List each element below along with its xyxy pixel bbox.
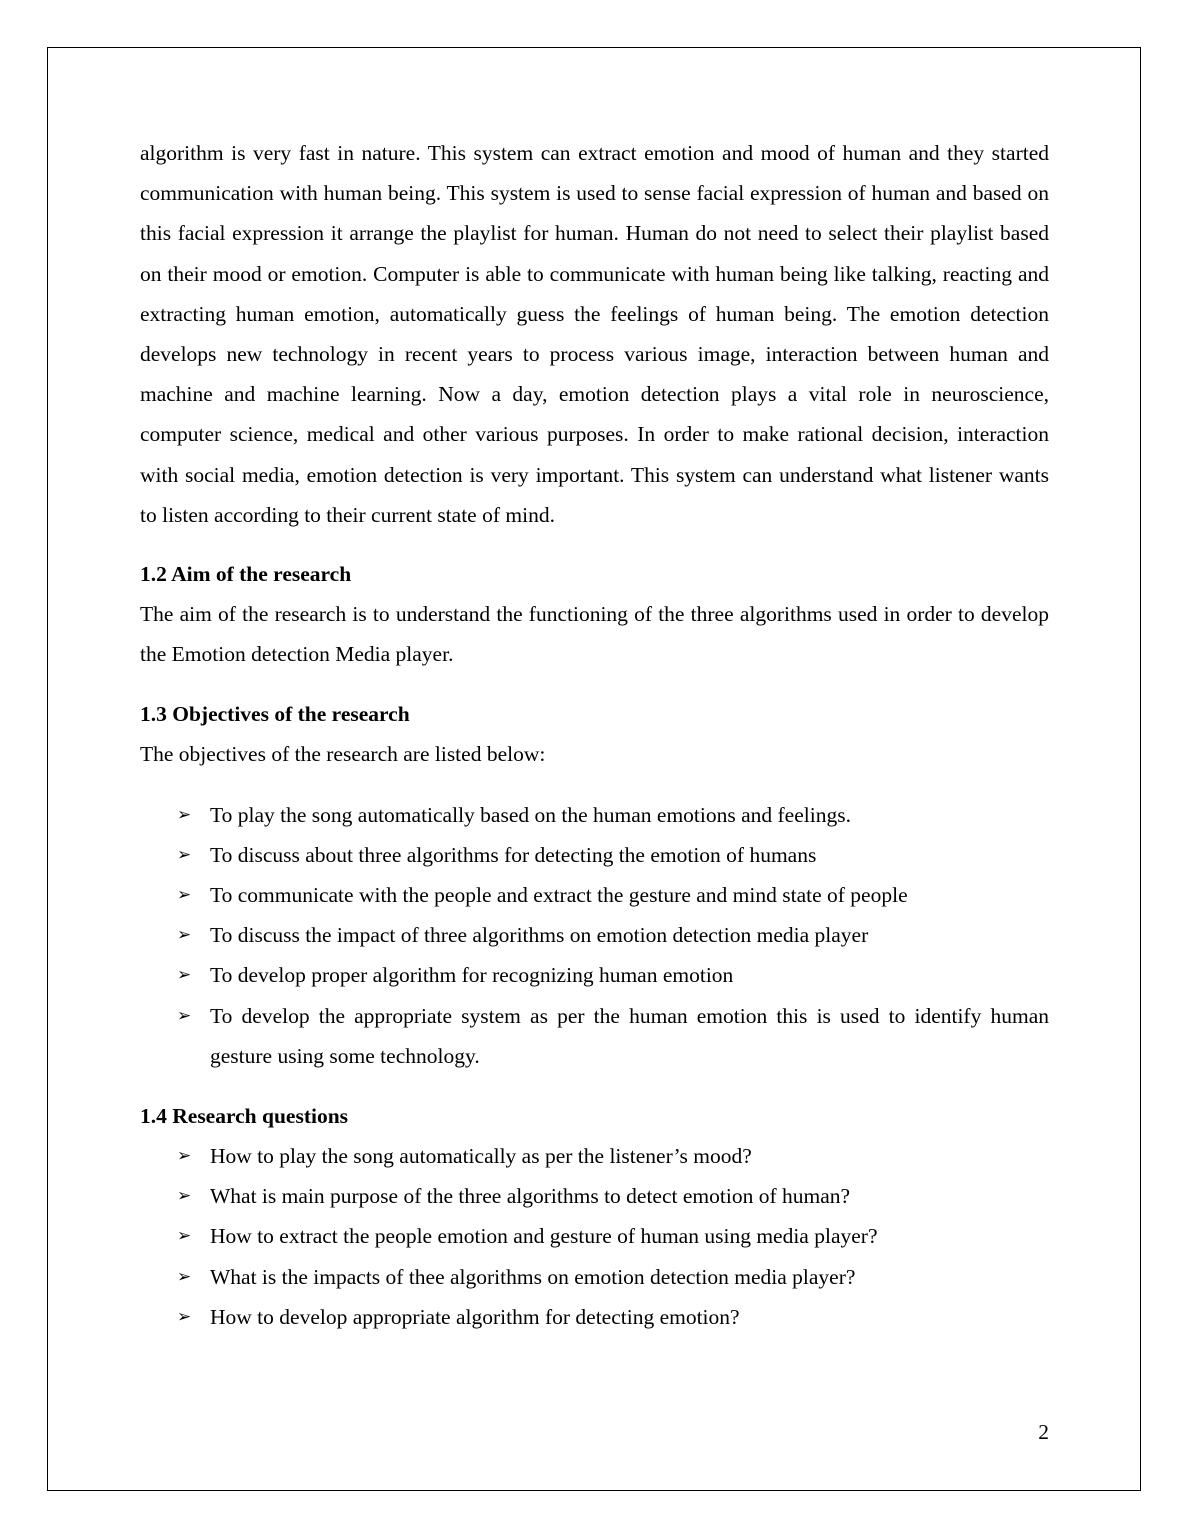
list-item-text: To communicate with the people and extract the gesture and mind state of people bbox=[210, 883, 908, 908]
list-item bbox=[140, 835, 1049, 875]
list-item bbox=[140, 996, 1049, 1076]
list-item-text: To discuss about three algorithms for detecting the emotion of humans bbox=[210, 842, 817, 867]
list-item bbox=[140, 1176, 1049, 1216]
arrow-bullet-icon: ➢ bbox=[177, 844, 192, 865]
page-number: 2 bbox=[1038, 1420, 1049, 1444]
list-item bbox=[140, 1297, 1049, 1337]
list-item-text: To discuss the impact of three algorithms on emotion detection media player bbox=[210, 923, 869, 948]
arrow-bullet-icon: ➢ bbox=[177, 1146, 192, 1167]
arrow-bullet-icon: ➢ bbox=[177, 1306, 192, 1327]
arrow-bullet-icon: ➢ bbox=[177, 1005, 192, 1026]
arrow-bullet-icon: ➢ bbox=[177, 1186, 192, 1207]
questions-heading: 1.4 Research questions bbox=[140, 1104, 349, 1129]
arrow-bullet-icon: ➢ bbox=[177, 1266, 192, 1287]
objectives-intro: The objectives of the research are listed below: bbox=[140, 742, 546, 767]
aim-paragraph: The aim of the research is to understand the functioning of the three algorithms used in order to develop the Emotion detection Media player. bbox=[140, 602, 1049, 667]
arrow-bullet-icon: ➢ bbox=[177, 1226, 192, 1247]
arrow-bullet-icon: ➢ bbox=[177, 925, 192, 946]
list-item-text: How to extract the people emotion and gesture of human using media player? bbox=[210, 1224, 878, 1249]
list-item bbox=[140, 875, 1049, 915]
list-item bbox=[140, 1257, 1049, 1297]
page-content bbox=[140, 133, 1049, 1337]
intro-paragraph: algorithm is very fast in nature. This system can extract emotion and mood of human and they started communication with human being. This system is used to sense facial expression of human and based on this facial expression it arrange the playlist for human. Human do not need to select their playlist based on their mood or emotion. Computer is able to communicate with human being like talking, reacting and extracting human emotion, automatically guess the feelings of human being. The emotion detection develops new technology in recent years to process various image, interaction between human and machine and machine learning. Now a day, emotion detection plays a vital role in neuroscience, computer science, medical and other various purposes. In order to make rational decision, interaction with social media, emotion detection is very important. This system can understand what listener wants to listen according to their current state of mind. bbox=[140, 141, 1049, 527]
arrow-bullet-icon: ➢ bbox=[177, 804, 192, 825]
list-item-text: How to play the song automatically as per the listener’s mood? bbox=[210, 1144, 752, 1169]
list-item bbox=[140, 1216, 1049, 1256]
list-item-text: To play the song automatically based on the human emotions and feelings. bbox=[210, 802, 851, 827]
list-item bbox=[140, 955, 1049, 995]
arrow-bullet-icon: ➢ bbox=[177, 885, 192, 906]
list-item bbox=[140, 1136, 1049, 1176]
list-item-text: To develop proper algorithm for recognizing human emotion bbox=[210, 963, 734, 988]
list-item-text: How to develop appropriate algorithm for detecting emotion? bbox=[210, 1304, 740, 1329]
list-item-text: What is main purpose of the three algorithms to detect emotion of human? bbox=[210, 1184, 851, 1209]
objectives-list bbox=[140, 795, 1049, 1076]
list-item-text: To develop the appropriate system as per the human emotion this is used to identify human gesture using some technology. bbox=[210, 1003, 1049, 1068]
questions-list bbox=[140, 1136, 1049, 1337]
list-item bbox=[140, 795, 1049, 835]
aim-heading: 1.2 Aim of the research bbox=[140, 562, 352, 587]
objectives-heading: 1.3 Objectives of the research bbox=[140, 702, 410, 727]
list-item bbox=[140, 915, 1049, 955]
arrow-bullet-icon: ➢ bbox=[177, 965, 192, 986]
list-item-text: What is the impacts of thee algorithms on emotion detection media player? bbox=[210, 1264, 856, 1289]
